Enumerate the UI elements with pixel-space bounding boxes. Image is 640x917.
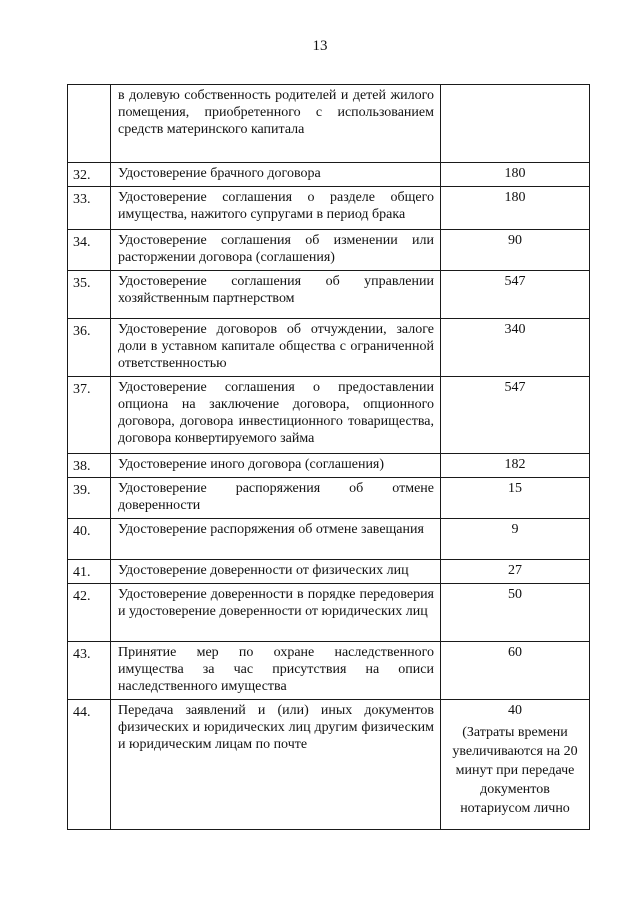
row-value: 180 — [504, 190, 526, 205]
row-value: 15 — [508, 481, 522, 496]
row-value: 547 — [504, 380, 526, 395]
row-number: 44. — [68, 700, 111, 830]
row-value: 40 — [508, 703, 522, 718]
table-row — [68, 85, 590, 163]
notary-time-table — [67, 84, 590, 830]
row-number: 38. — [68, 454, 111, 478]
row-description: Удостоверение доверенности от физических лиц — [111, 560, 441, 584]
row-number: 42. — [68, 584, 111, 642]
table-row — [68, 584, 590, 642]
row-description: Удостоверение договоров об отчуждении, залоге доли в уставном капитале общества с ограниченной ответственностью — [111, 319, 441, 377]
row-description: Удостоверение соглашения об изменении или расторжении договора (соглашения) — [111, 230, 441, 271]
table-row — [68, 163, 590, 187]
row-number: 41. — [68, 560, 111, 584]
row-number: 37. — [68, 377, 111, 454]
row-description: Удостоверение соглашения о предоставлении опциона на заключение договора, опционного договора, договора инвестиционного товарищества, договора конвертируемого займа — [111, 377, 441, 454]
row-value: 340 — [504, 322, 526, 337]
row-value-note: (Затраты времени увеличиваются на 20 минут при передаче документов нотариусом лично — [452, 725, 578, 816]
row-number: 43. — [68, 642, 111, 700]
row-number: 39. — [68, 478, 111, 519]
row-description: Принятие мер по охране наследственного имущества за час присутствия на описи наследственного имущества — [111, 642, 441, 700]
row-description: Удостоверение соглашения о разделе общего имущества, нажитого супругами в период брака — [111, 187, 441, 230]
table-row — [68, 519, 590, 560]
row-description: в долевую собственность родителей и детей жилого помещения, приобретенного с использованием средств материнского капитала — [111, 85, 441, 163]
row-number: 36. — [68, 319, 111, 377]
table-row — [68, 230, 590, 271]
table-row — [68, 319, 590, 377]
row-value-cell — [441, 560, 590, 584]
page-number: 13 — [312, 38, 328, 54]
row-value-cell — [441, 700, 590, 830]
row-value-cell — [441, 271, 590, 319]
table-row — [68, 478, 590, 519]
row-value: 547 — [504, 274, 526, 289]
row-number: 35. — [68, 271, 111, 319]
row-description: Удостоверение доверенности в порядке передоверия и удостоверение доверенности от юридических лиц — [111, 584, 441, 642]
row-value-cell — [441, 85, 590, 163]
row-value: 9 — [511, 522, 519, 537]
row-value: 90 — [508, 233, 522, 248]
table-row — [68, 700, 590, 830]
row-description: Удостоверение распоряжения об отмене доверенности — [111, 478, 441, 519]
table-row — [68, 454, 590, 478]
row-value-cell — [441, 319, 590, 377]
row-value: 27 — [508, 563, 522, 578]
table-row — [68, 271, 590, 319]
row-value-cell — [441, 163, 590, 187]
row-description: Передача заявлений и (или) иных документов физических и юридических лиц другим физическим и юридическим лицам по почте — [111, 700, 441, 830]
row-description: Удостоверение брачного договора — [111, 163, 441, 187]
table-row — [68, 642, 590, 700]
row-value: 182 — [504, 457, 526, 472]
row-value: 50 — [508, 587, 522, 602]
row-description: Удостоверение распоряжения об отмене завещания — [111, 519, 441, 560]
row-value-cell — [441, 187, 590, 230]
row-value-cell — [441, 642, 590, 700]
row-value-cell — [441, 584, 590, 642]
row-value: 60 — [508, 645, 522, 660]
row-value-cell — [441, 454, 590, 478]
row-number: 32. — [68, 163, 111, 187]
row-description: Удостоверение соглашения об управлении хозяйственным партнерством — [111, 271, 441, 319]
table-row — [68, 377, 590, 454]
row-value-cell — [441, 478, 590, 519]
row-value-cell — [441, 519, 590, 560]
row-description: Удостоверение иного договора (соглашения) — [111, 454, 441, 478]
row-value: 180 — [504, 166, 526, 181]
row-value-cell — [441, 377, 590, 454]
table-row — [68, 187, 590, 230]
table-row — [68, 560, 590, 584]
row-number: 33. — [68, 187, 111, 230]
row-number — [68, 85, 111, 163]
row-number: 40. — [68, 519, 111, 560]
row-value-cell — [441, 230, 590, 271]
row-number: 34. — [68, 230, 111, 271]
